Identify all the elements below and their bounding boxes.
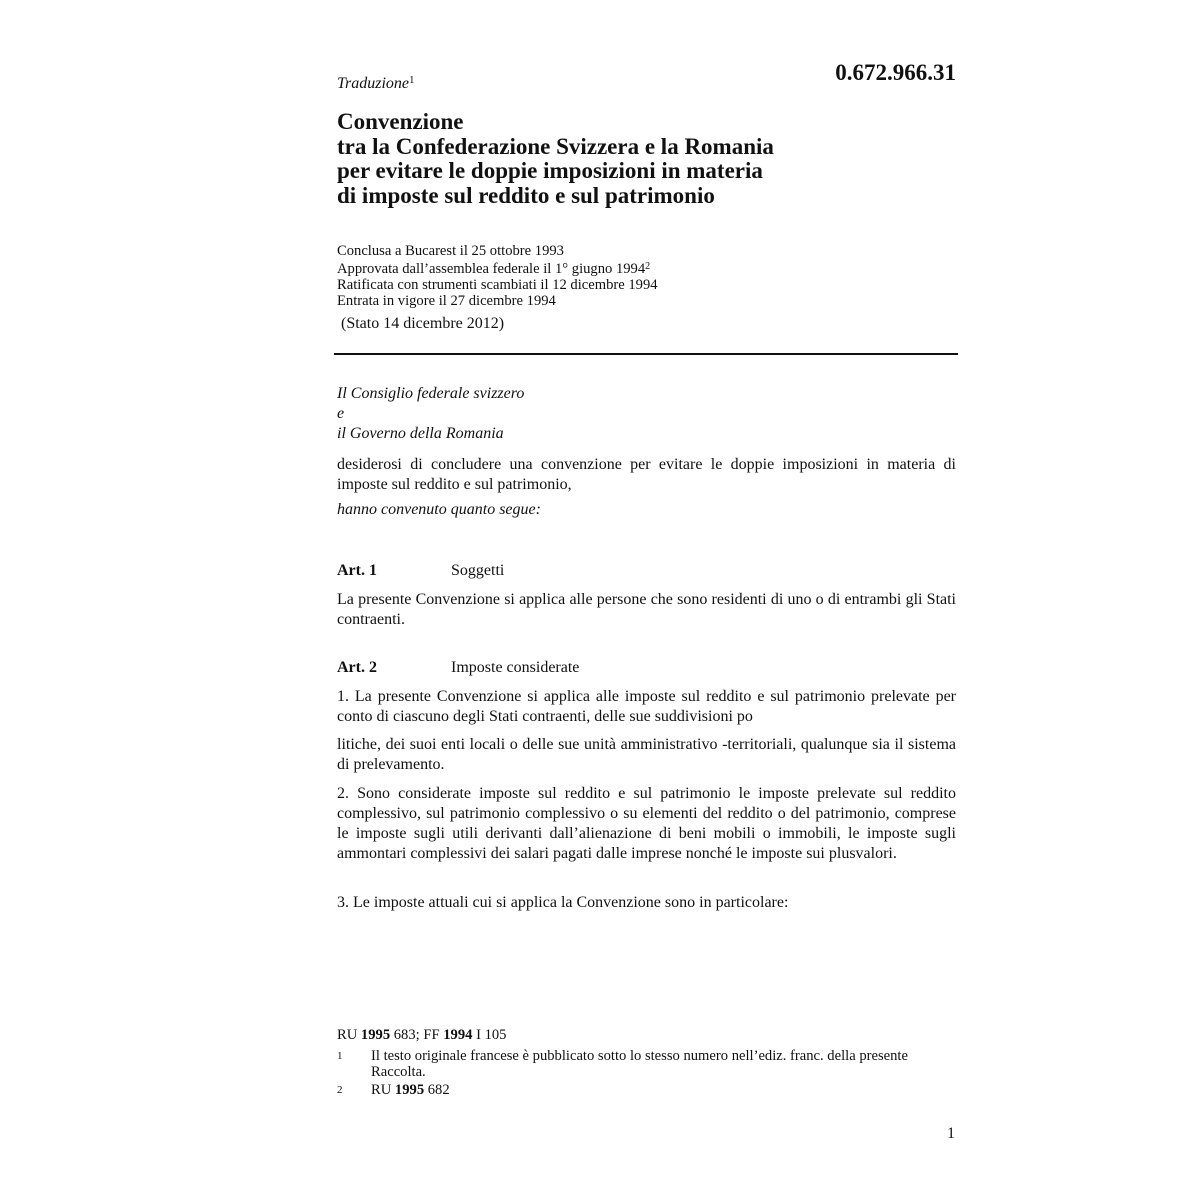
preamble-hanno: hanno convenuto quanto segue: (337, 501, 541, 518)
title-line: Convenzione (337, 109, 464, 134)
meta-conclusa: Conclusa a Bucarest il 25 ottobre 1993 (337, 243, 564, 259)
ref-ff-year: 1994 (443, 1027, 473, 1043)
header-divider (334, 353, 958, 355)
meta-approvata (337, 259, 658, 277)
fn2-ru-label: RU (371, 1082, 395, 1098)
footer-reference (337, 1027, 506, 1044)
meta-ratificata: Ratificata con strumenti scambiati il 12 dicembre 1994 (337, 277, 658, 293)
document-metadata (337, 243, 658, 309)
traduzione-label (337, 74, 415, 93)
meta-entrata: Entrata in vigore il 27 dicembre 1994 (337, 293, 556, 309)
article-2-title: Imposte considerate (451, 659, 580, 676)
title-line: tra la Confederazione Svizzera e la Romania (337, 133, 774, 159)
document-title (337, 110, 774, 208)
footnote-1-number: 1 (337, 1050, 343, 1062)
fn2-rest: 682 (424, 1082, 450, 1098)
article-2-paragraph-3: 3. Le imposte attuali cui si applica la Convenzione sono in particolare: (337, 894, 789, 911)
meta-approvata-text: Approvata dall’assemblea federale il 1° giugno 1994 (337, 261, 646, 277)
article-2-paragraph-1b: litiche, dei suoi enti locali o delle sue unità amministrativo -territoriali, qualunque sia il sistema di prelevamento. (337, 736, 956, 773)
preamble-party-1: Il Consiglio federale svizzero (337, 385, 525, 402)
page-number: 1 (947, 1125, 955, 1142)
traduzione-footnote-ref[interactable]: 1 (409, 74, 415, 86)
traduzione-text: Traduzione (337, 75, 410, 92)
article-2-heading (337, 659, 579, 677)
ref-ru-year: 1995 (360, 1027, 391, 1043)
article-1-title: Soggetti (451, 562, 505, 579)
title-line: di imposte sul reddito e sul patrimonio (337, 182, 715, 208)
footnote-2-text (371, 1082, 931, 1098)
ref-ru-label: RU (337, 1027, 361, 1043)
title-line: per evitare le doppie imposizioni in materia (337, 158, 763, 183)
footnote-1-text: Il testo originale francese è pubblicato sotto lo stesso numero nell’ediz. franc. della presente Raccolta. (371, 1048, 908, 1080)
approvata-footnote-ref[interactable]: 2 (645, 261, 651, 272)
article-1-number: Art. 1 (337, 562, 377, 579)
ref-ru-rest: 683; FF (390, 1027, 444, 1043)
article-2-paragraph-2: 2. Sono considerate imposte sul reddito e sul patrimonio le imposte prelevate sul reddito complessivo, sul patrimonio complessivo o su elementi del reddito o del patrimonio, comprese le imposte sugli utili derivanti dall’alienazione di beni mobili o immobili, le imposte sugli ammontari complessivi dei salari pagati dalle imprese nonché le imposte sui plusvalori. (337, 785, 956, 862)
article-2-paragraph-1a: 1. La presente Convenzione si applica alle imposte sul reddito e sul patrimonio prelevate per conto di ciascuno degli Stati contraenti, delle sue suddivisioni po (337, 688, 956, 725)
article-1-heading (337, 562, 504, 580)
stato-date: (Stato 14 dicembre 2012) (341, 315, 505, 332)
preamble-desiderosi: desiderosi di concludere una convenzione per evitare le doppie imposizioni in materia di imposte sul reddito e sul patrimonio, (337, 456, 956, 493)
preamble-conjunction: e (337, 405, 345, 422)
article-2-number: Art. 2 (337, 659, 377, 676)
ref-ff-rest: I 105 (472, 1027, 507, 1043)
sr-number: 0.672.966.31 (835, 60, 956, 85)
footnote-2-number: 2 (337, 1084, 343, 1096)
footnote-2 (337, 1082, 931, 1100)
article-1-text: La presente Convenzione si applica alle persone che sono residenti di uno o di entrambi gli Stati contraenti. (337, 591, 956, 628)
preamble-party-2: il Governo della Romania (337, 425, 504, 442)
fn2-year: 1995 (394, 1082, 425, 1098)
footnote-1 (337, 1048, 931, 1080)
